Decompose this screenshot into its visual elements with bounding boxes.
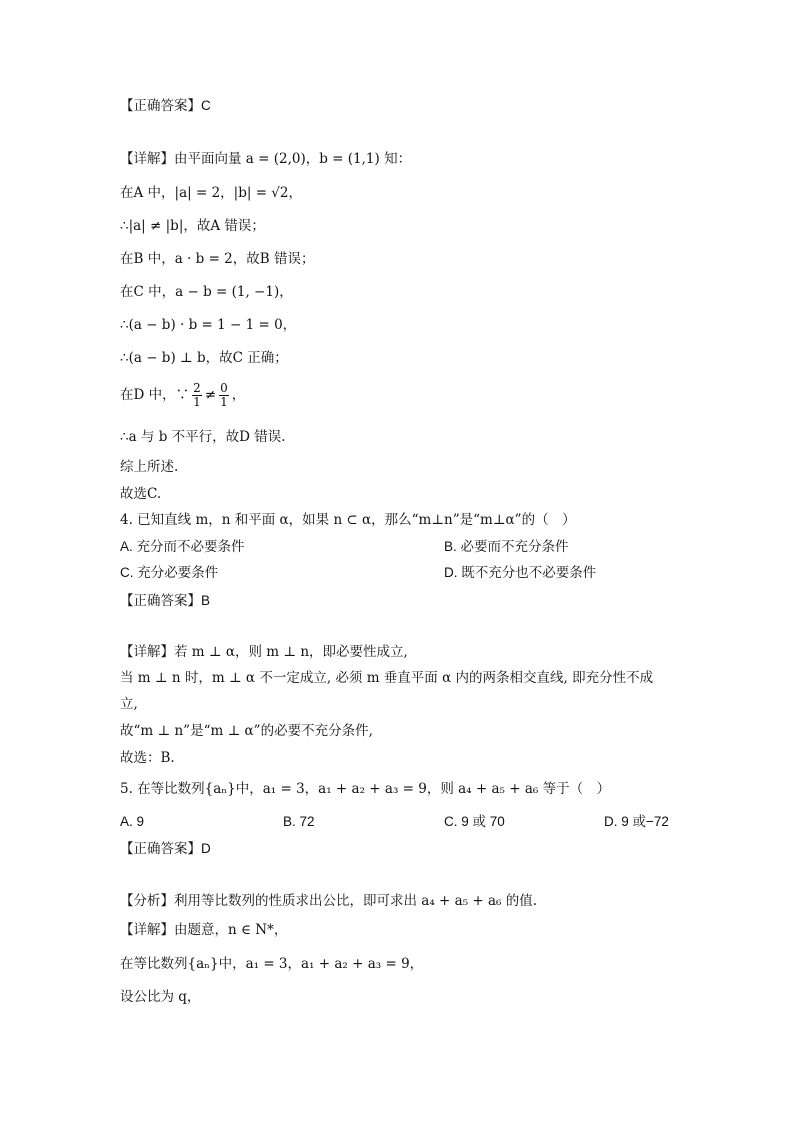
q4-option-d: D. 既不充分也不必要条件	[444, 565, 597, 580]
fraction-left-den: 1	[193, 395, 201, 409]
q5-option-c: C. 9 或 70	[444, 814, 505, 829]
choose-c: 故选C.	[120, 486, 162, 502]
fraction-right-num: 0	[220, 381, 228, 395]
question-5: 5. 在等比数列{aₙ}中，a₁ = 3，a₁ + a₂ + a₃ = 9，则 a₄ + a₅ + a₆ 等于（ ）	[120, 781, 611, 797]
summary: 综上所述.	[120, 459, 179, 475]
fraction-right	[219, 382, 229, 409]
answer-label-q3: 【正确答案】C	[120, 98, 211, 113]
answer-label-q5: 【正确答案】D	[120, 841, 211, 856]
fraction-right-den: 1	[220, 395, 228, 409]
fraction-relation: ≠	[204, 387, 217, 403]
q5-option-d: D. 9 或−72	[604, 814, 669, 829]
q4-option-b: B. 必要而不充分条件	[444, 539, 569, 554]
case-d-line2: ∴a 与 b 不平行，故D 错误.	[120, 429, 286, 445]
question-4: 4. 已知直线 m，n 和平面 α，如果 n ⊂ α，那么“m⊥n”是“m⊥α”的（ ）	[120, 512, 576, 528]
case-a-line2: ∴|a| ≠ |b|，故A 错误；	[120, 218, 265, 234]
q5-analysis: 【分析】利用等比数列的性质求出公比，即可求出 a₄ + a₅ + a₆ 的值.	[120, 893, 538, 909]
q5-detail-3: 设公比为 q，	[120, 989, 201, 1005]
fraction-left	[192, 382, 202, 409]
case-c-line1: 在C 中，a − b = (1, −1)，	[120, 284, 293, 300]
answer-label-q4: 【正确答案】B	[120, 593, 211, 608]
case-c-line3: ∴(a − b) ⊥ b，故C 正确；	[120, 350, 288, 366]
q5-option-a: A. 9	[120, 814, 145, 829]
q4-choose: 故选：B.	[120, 750, 175, 766]
detail-intro: 【详解】由平面向量 a = (2,0)，b = (1,1) 知：	[120, 151, 412, 167]
q4-option-a: A. 充分而不必要条件	[120, 539, 245, 554]
q4-detail-2: 当 m ⊥ n 时，m ⊥ α 不一定成立, 必须 m 垂直平面 α 内的两条相交直线, 即充分性不成	[120, 670, 654, 686]
fraction-tail: ，	[231, 387, 246, 403]
q4-detail-1: 【详解】若 m ⊥ α，则 m ⊥ n，即必要性成立,	[120, 644, 408, 660]
q4-detail-3: 立,	[120, 696, 138, 712]
fraction-left-num: 2	[193, 381, 201, 395]
q4-detail-4: 故“m ⊥ n”是“m ⊥ α”的必要不充分条件,	[120, 723, 373, 739]
q5-option-b: B. 72	[283, 814, 315, 829]
q5-detail-1: 【详解】由题意，n ∈ N*，	[120, 922, 288, 938]
case-b: 在B 中，a · b = 2，故B 错误；	[120, 251, 315, 267]
q5-detail-2: 在等比数列{aₙ}中，a₁ = 3，a₁ + a₂ + a₃ = 9，	[120, 956, 424, 972]
q4-option-c: C. 充分必要条件	[120, 565, 219, 580]
case-a-line1: 在A 中，|a| = 2，|b| = √2，	[120, 185, 302, 201]
case-d-line1	[120, 380, 245, 410]
case-c-line2: ∴(a − b) · b = 1 − 1 = 0，	[120, 317, 297, 333]
case-d-prefix: 在D 中，∵	[120, 387, 190, 403]
